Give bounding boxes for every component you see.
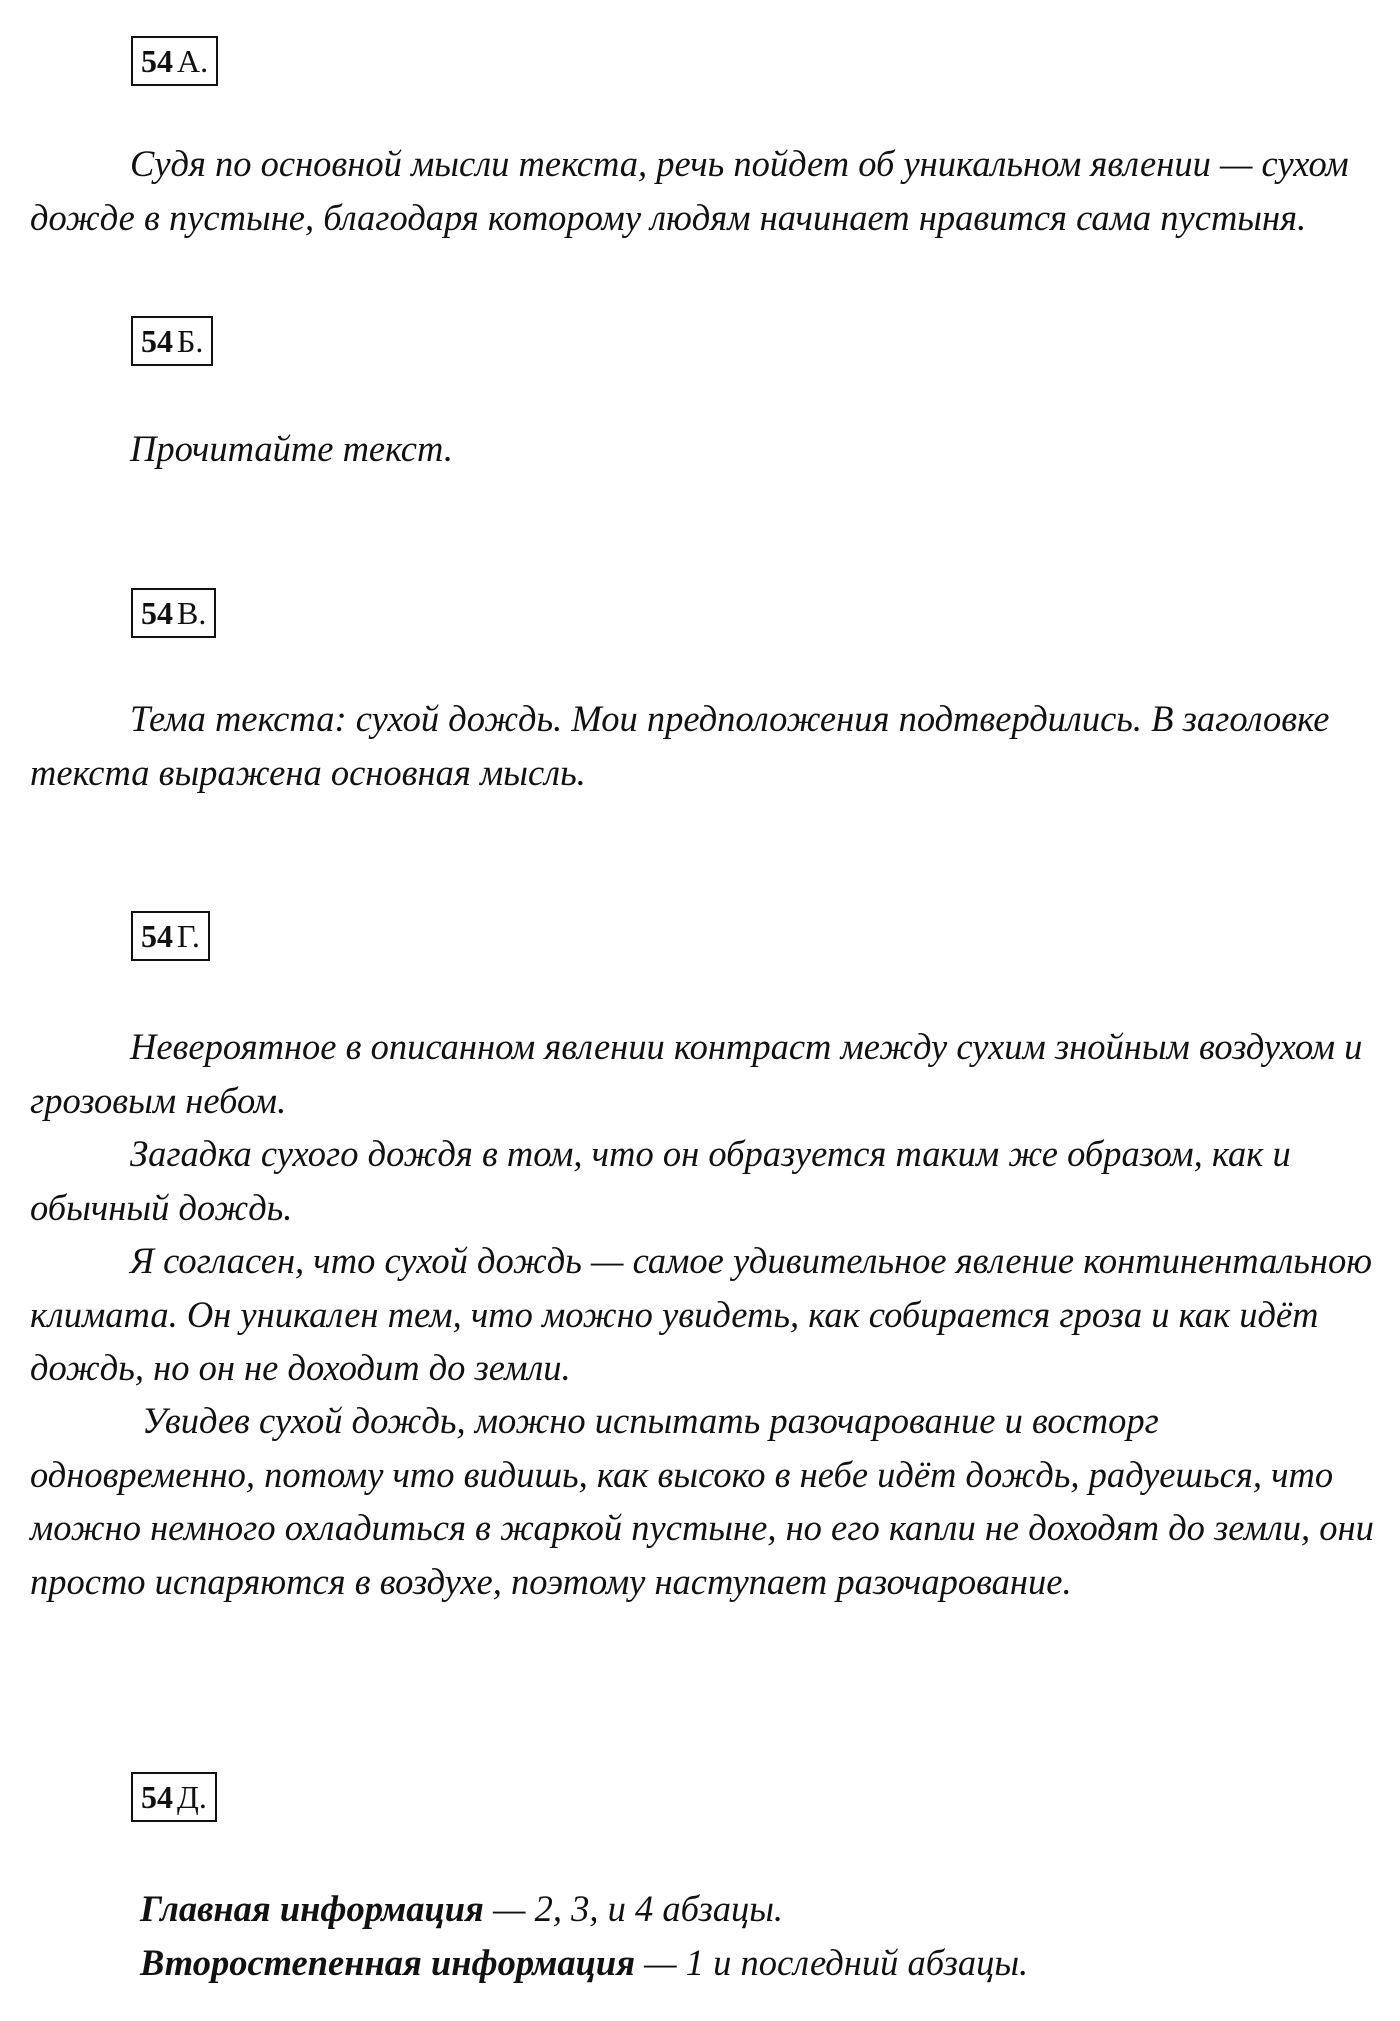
exercise-letter: Д. xyxy=(177,1779,207,1815)
exercise-letter: А. xyxy=(177,43,209,79)
exercise-number: 54 xyxy=(141,1779,173,1815)
exercise-number: 54 xyxy=(141,43,173,79)
exercise-letter: Г. xyxy=(177,918,200,954)
exercise-label-54a xyxy=(131,36,218,86)
answer-54b-text: Прочитайте текст. xyxy=(130,428,453,469)
secondary-info-heading: Второстепенная информация xyxy=(140,1942,635,1983)
main-info-line xyxy=(140,1882,783,1936)
exercise-label-54g xyxy=(131,911,210,961)
exercise-letter: Б. xyxy=(177,323,204,359)
answer-54g-paragraph-4: Увидев сухой дождь, можно испытать разочарование и восторг одновременно, потому что видишь, как высоко в небе идёт дождь, радуешься, что можно немного охладиться в жаркой пустыне, но его капли не доходят до земли, они просто испаряются в воздухе, поэтому наступает разочарование. xyxy=(30,1400,1374,1602)
exercise-label-54b xyxy=(131,316,213,366)
exercise-number: 54 xyxy=(141,595,173,631)
main-info-rest: — 2, 3, и 4 абзацы. xyxy=(483,1888,784,1929)
secondary-info-line xyxy=(140,1936,1028,1990)
exercise-number: 54 xyxy=(141,918,173,954)
exercise-letter: В. xyxy=(177,595,207,631)
answer-54g-paragraph-3: Я согласен, что сухой дождь — самое удивительное явление континентальною климата. Он уникален тем, что можно увидеть, как собирается гроза и как идёт дождь, но он не доходит до земли. xyxy=(30,1240,1372,1388)
answer-54g-paragraph-2: Загадка сухого дождя в том, что он образуется таким же образом, как и обычный дождь. xyxy=(30,1133,1291,1228)
exercise-label-54d xyxy=(131,1772,217,1822)
secondary-info-rest: — 1 и последний абзацы. xyxy=(635,1942,1029,1983)
answer-54a-text: Судя по основной мысли текста, речь пойдет об уникальном явлении — сухом дожде в пустыне, благодаря которому людям начинает нравится сама пустыня. xyxy=(30,143,1349,238)
exercise-number: 54 xyxy=(141,323,173,359)
answer-54g-paragraph-1: Невероятное в описанном явлении контраст между сухим знойным воздухом и грозовым небом. xyxy=(30,1026,1363,1121)
answer-54v-text: Тема текста: сухой дождь. Мои предположения подтвердились. В заголовке текста выражена основная мысль. xyxy=(30,698,1330,793)
exercise-label-54v xyxy=(131,588,216,638)
main-info-heading: Главная информация xyxy=(140,1888,484,1929)
